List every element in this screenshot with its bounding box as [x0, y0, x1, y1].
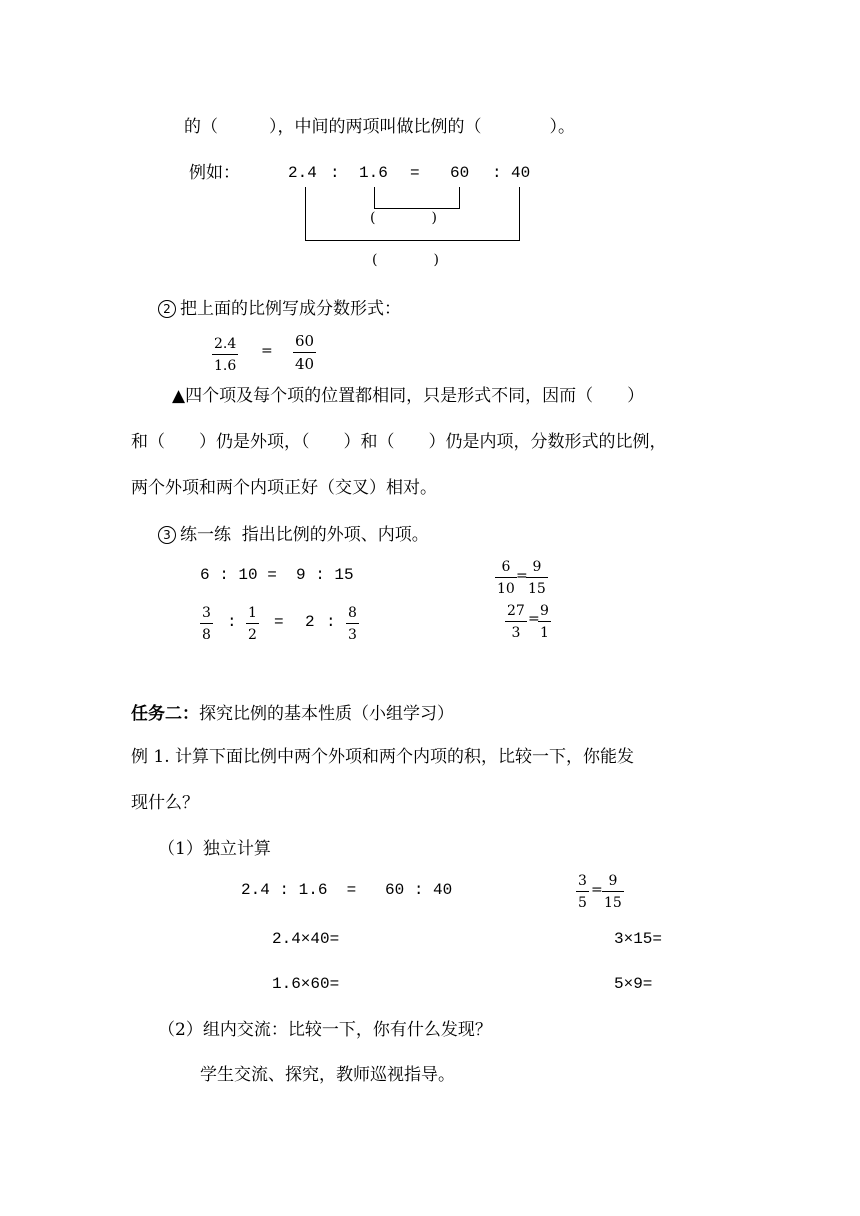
step-3-heading	[158, 526, 429, 544]
para-line-3: 两个外项和两个内项正好（交叉）相对。	[131, 478, 437, 498]
numerator: 9	[532, 559, 542, 575]
practice-fraction-9-15	[526, 560, 548, 596]
sub-1-fraction-3-5	[576, 874, 589, 910]
numerator: 27	[507, 603, 525, 619]
colon: :	[227, 613, 237, 631]
denominator: 15	[604, 895, 622, 911]
equals-sign: =	[410, 164, 420, 182]
step-3-number: 3	[158, 526, 176, 544]
sub-2-label: （2）组内交流：比较一下，你有什么发现？	[158, 1020, 492, 1040]
denominator: 15	[528, 581, 546, 597]
example-label: 例如：	[189, 163, 240, 183]
numerator: 60	[295, 332, 315, 350]
practice-fraction-9-1	[538, 604, 551, 640]
sub-1-equation: 2.4 : 1.6 = 60 : 40	[241, 881, 453, 899]
term-4: 40	[511, 164, 531, 182]
step-2-number: 2	[158, 300, 176, 318]
outer-bracket-right	[519, 187, 520, 241]
para-line-1: ▲四个项及每个项的位置都相同，只是形式不同，因而（ ）	[172, 386, 645, 406]
denominator: 40	[295, 355, 315, 373]
task-2-title: 任务二：	[131, 704, 199, 724]
denominator: 10	[497, 581, 515, 597]
outer-paren: ( )	[372, 252, 439, 268]
example-1-line-1: 例 1. 计算下面比例中两个外项和两个内项的积，比较一下，你能发	[131, 747, 635, 767]
colon-2: :	[492, 164, 502, 182]
numerator: 9	[608, 873, 618, 889]
inner-bracket-left	[374, 187, 375, 209]
denominator: 2	[248, 627, 257, 643]
practice-fraction-3-8	[200, 606, 213, 642]
calc-2.4x40: 2.4×40=	[272, 930, 340, 948]
inner-paren: ( )	[370, 210, 437, 226]
denominator: 1	[540, 625, 549, 641]
term-3: 60	[450, 164, 470, 182]
sub-1-fraction-9-15	[602, 874, 624, 910]
numerator: 3	[202, 605, 211, 621]
step-3-text: 练一练 指出比例的外项、内项。	[180, 525, 429, 545]
equals-sign: =	[261, 343, 273, 359]
practice-fraction-8-3	[346, 606, 359, 642]
denominator: 5	[578, 895, 587, 911]
sub-2-note: 学生交流、探究，教师巡视指导。	[200, 1065, 455, 1085]
practice-fraction-27-3	[505, 604, 527, 640]
outer-bracket-left	[305, 187, 306, 241]
calc-3x15: 3×15=	[614, 930, 663, 948]
numerator: 9	[540, 603, 549, 619]
numerator: 1	[248, 605, 257, 621]
colon-1: :	[330, 164, 340, 182]
step-2-text: 把上面的比例写成分数形式：	[180, 299, 401, 319]
practice-ratio-1: 6 : 10 = 9 : 15	[200, 566, 354, 584]
term-1: 2.4	[288, 164, 317, 182]
step-2-heading	[158, 300, 401, 318]
denominator: 3	[348, 627, 357, 643]
equals-sign: =	[528, 611, 540, 627]
equals-sign: =	[516, 568, 528, 584]
practice-fraction-6-10	[495, 560, 517, 596]
fraction-60-over-40	[293, 334, 316, 372]
task-2-heading	[131, 706, 454, 723]
denominator: 1.6	[214, 358, 237, 374]
calc-1.6x60: 1.6×60=	[272, 975, 340, 993]
inner-bracket-right	[459, 187, 460, 209]
inner-bracket-bottom	[374, 208, 460, 209]
denominator: 3	[511, 625, 521, 641]
denominator: 8	[202, 627, 211, 643]
numerator: 6	[501, 559, 511, 575]
practice-fraction-1-2	[246, 606, 259, 642]
numerator: 3	[578, 873, 587, 889]
term-2: 1.6	[359, 164, 388, 182]
fill-blank-line: 的（ ），中间的两项叫做比例的（ ）。	[184, 117, 575, 137]
example-1-line-2: 现什么？	[131, 793, 199, 813]
term: 2	[305, 613, 315, 631]
para-line-2: 和（ ）仍是外项，（ ）和（ ）仍是内项，分数形式的比例，	[131, 432, 667, 452]
fraction-2.4-over-1.6	[212, 337, 238, 373]
sub-1-label: （1）独立计算	[158, 839, 271, 859]
equals-sign: =	[591, 882, 603, 898]
colon: :	[326, 613, 336, 631]
numerator: 2.4	[214, 336, 237, 352]
numerator: 8	[348, 605, 357, 621]
task-2-subtitle: 探究比例的基本性质（小组学习）	[199, 704, 454, 724]
equals-sign: =	[274, 613, 284, 631]
outer-bracket-bottom	[305, 240, 520, 241]
calc-5x9: 5×9=	[614, 975, 653, 993]
